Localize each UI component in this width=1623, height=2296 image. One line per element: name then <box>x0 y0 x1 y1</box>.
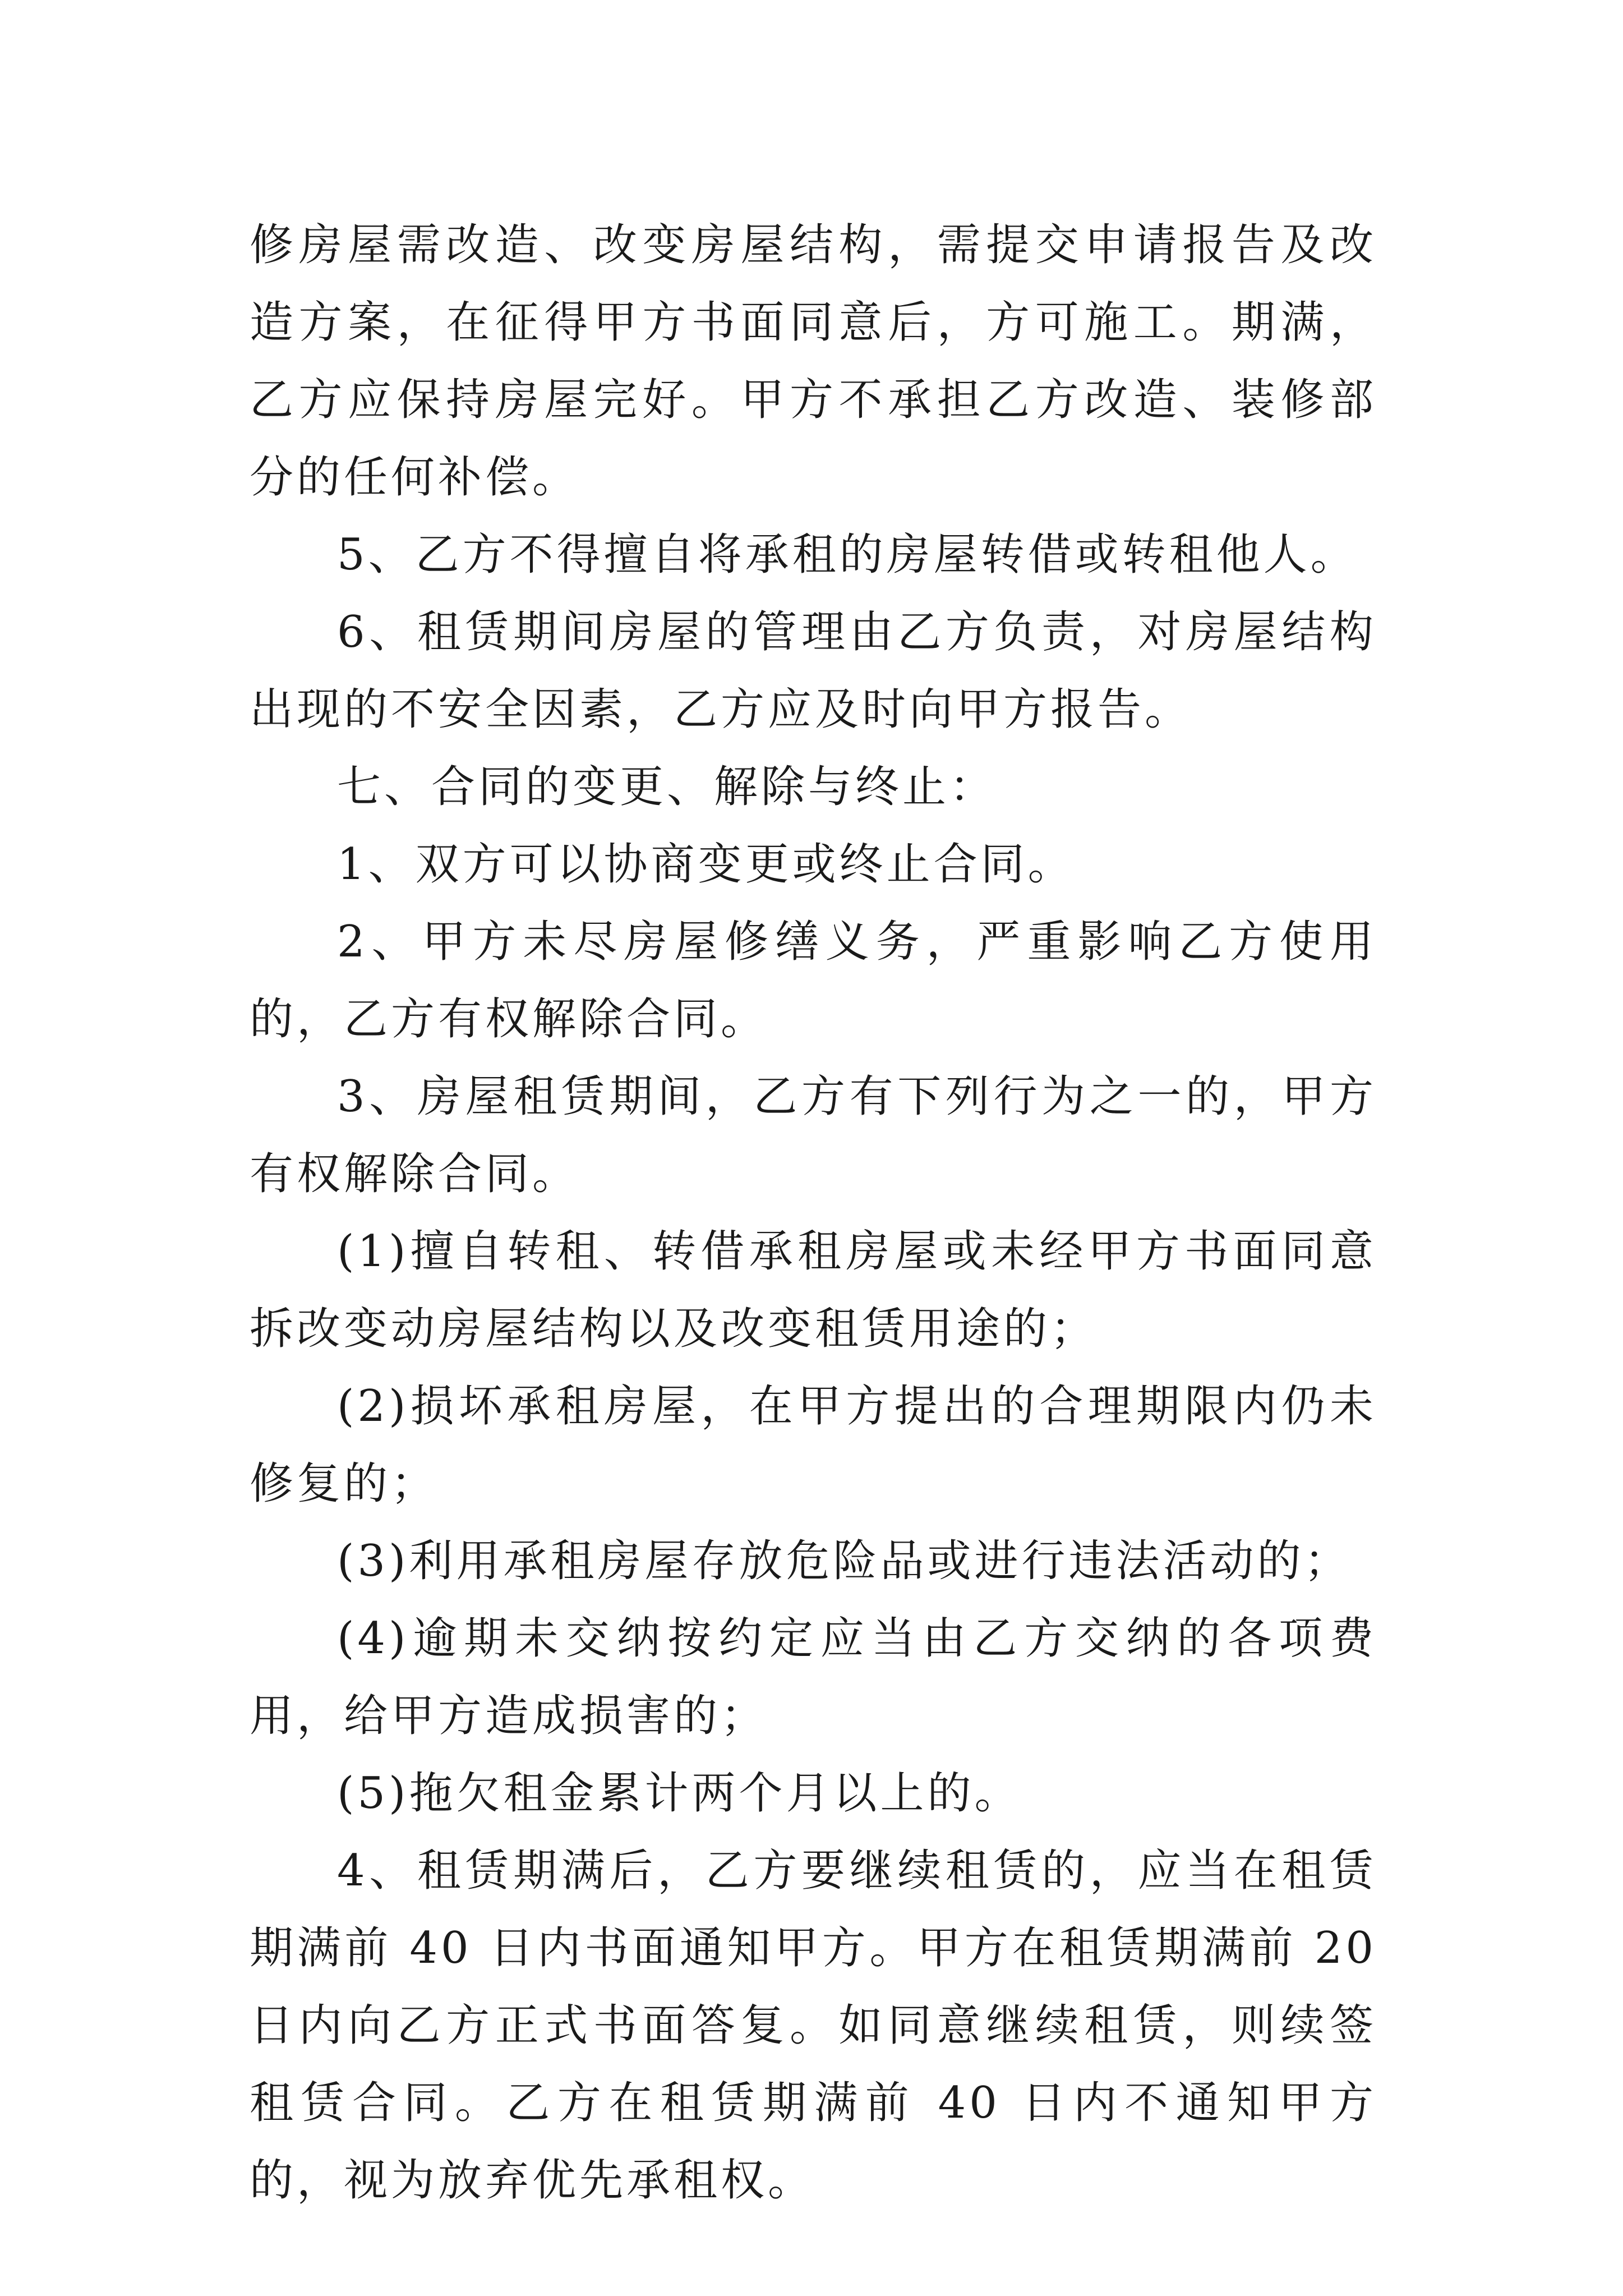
section-heading-7: 七、合同的变更、解除与终止： <box>337 762 997 812</box>
paragraph-clause-6: 6、租赁期间房屋的管理由乙方负责，对房屋结构出现的不安全因素，乙方应及时向甲方报告。 <box>250 607 1377 735</box>
paragraph-clause-1: 1、双方可以协商变更或终止合同。 <box>337 839 1075 890</box>
paragraph-clause-3: 3、房屋租赁期间，乙方有下列行为之一的，甲方有权解除合同。 <box>250 1071 1377 1199</box>
list-item-5: (5)拖欠租金累计两个月以上的。 <box>337 1768 1022 1819</box>
paragraph-clause-5: 5、乙方不得擅自将承租的房屋转借或转租他人。 <box>337 530 1358 580</box>
list-item-2: (2)损坏承租房屋，在甲方提出的合理期限内仍未修复的； <box>250 1381 1377 1509</box>
document-body <box>250 206 1377 2219</box>
list-item-1: (1)擅自转租、转借承租房屋或未经甲方书面同意拆改变动房屋结构以及改变租赁用途的； <box>250 1226 1377 1354</box>
paragraph-clause-2: 2、甲方未尽房屋修缮义务，严重影响乙方使用的，乙方有权解除合同。 <box>250 917 1377 1045</box>
list-item-3: (3)利用承租房屋存放危险品或进行违法活动的； <box>337 1536 1352 1586</box>
paragraph-continued: 修房屋需改造、改变房屋结构，需提交申请报告及改造方案，在征得甲方书面同意后，方可施工。期满，乙方应保持房屋完好。甲方不承担乙方改造、装修部分的任何补偿。 <box>250 220 1377 503</box>
paragraph-clause-4: 4、租赁期满后，乙方要继续租赁的，应当在租赁期满前 40 日内书面通知甲方。甲方在租赁期满前 20 日内向乙方正式书面答复。如同意继续租赁，则续签租赁合同。乙方在租赁期满前 40 日内不通知甲方的，视为放弃优先承租权。 <box>250 1846 1377 2206</box>
list-item-4: (4)逾期未交纳按约定应当由乙方交纳的各项费用，给甲方造成损害的； <box>250 1613 1377 1741</box>
